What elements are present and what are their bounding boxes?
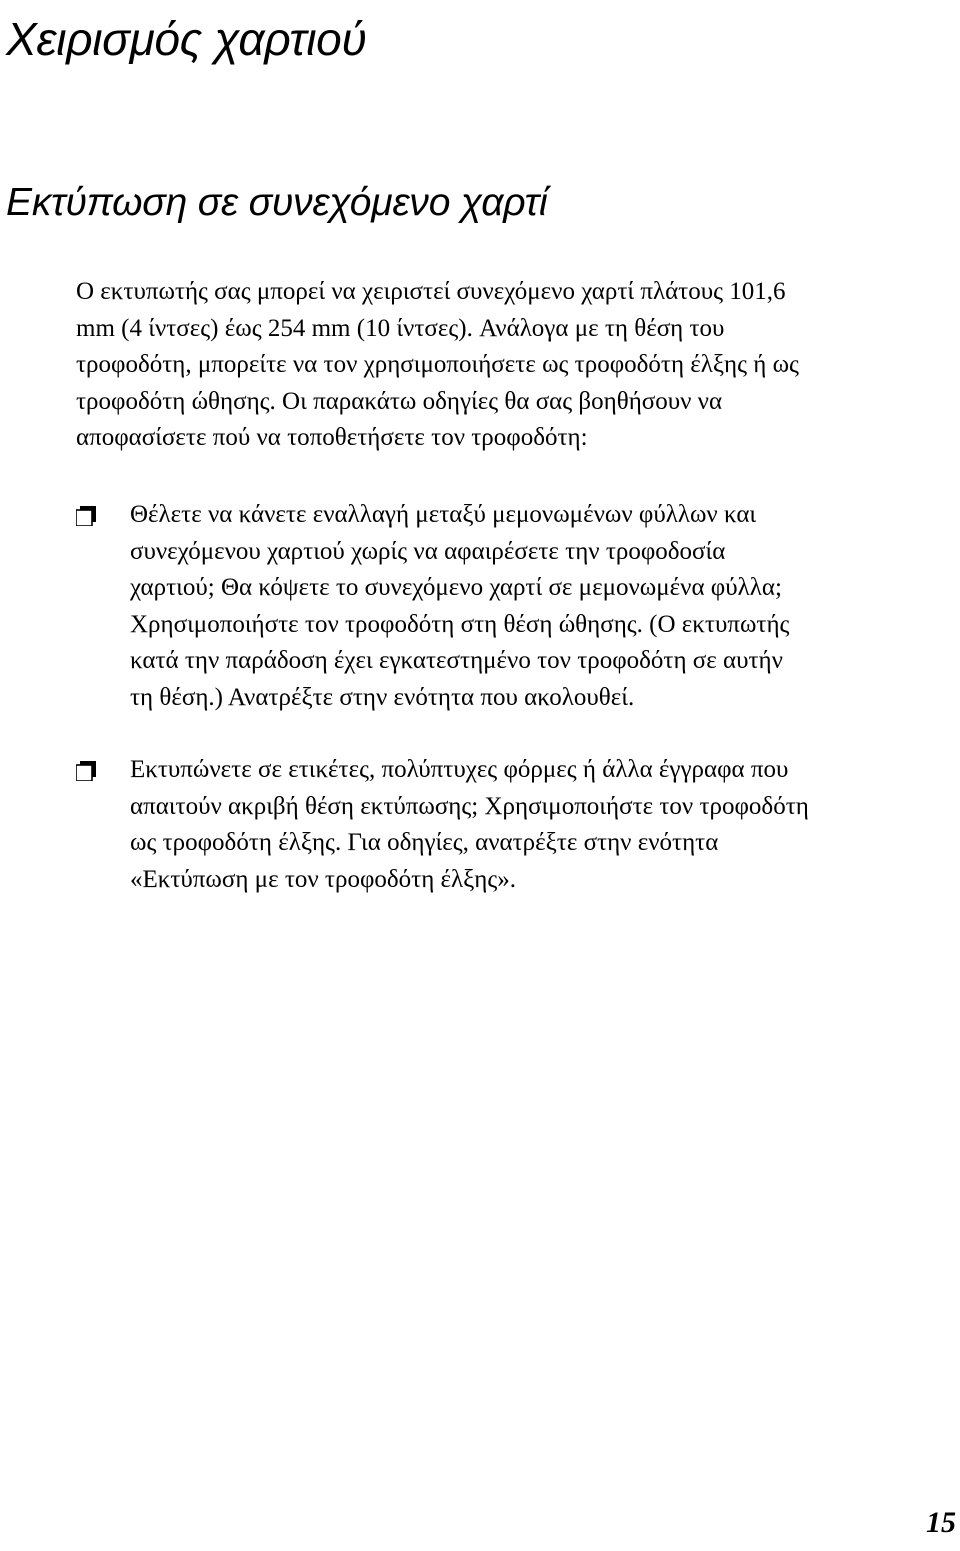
bullet-line: χαρτιού; Θα κόψετε το συνεχόμενο χαρτί σε μεμονωμένα φύλλα;: [130, 574, 782, 601]
bullet-line: συνεχόμενου χαρτιού χωρίς να αφαιρέσετε την τροφοδοσία: [130, 537, 726, 565]
bullet-line: ως τροφοδότη έλξης. Για οδηγίες, ανατρέξτε στην ενότητα: [130, 829, 719, 856]
intro-line: αποφασίσετε πού να τοποθετήσετε τον τροφοδότη:: [76, 424, 588, 451]
section-title: Εκτύπωση σε συνεχόμενο χαρτί: [6, 181, 548, 224]
checkbox-icon: [76, 506, 96, 526]
bullet-item-pull-tractor: [76, 752, 956, 898]
checkbox-icon: [76, 761, 96, 781]
bullet-line: κατά την παράδοση έχει εγκατεστημένο τον τροφοδότη σε αυτήν: [130, 647, 783, 674]
intro-paragraph: [76, 274, 956, 457]
intro-line: τροφοδότη ώθησης. Οι παρακάτω οδηγίες θα σας βοηθήσουν να: [76, 387, 723, 415]
bullet-line: απαιτούν ακριβή θέση εκτύπωσης; Χρησιμοποιήστε τον τροφοδότη: [130, 792, 809, 820]
chapter-title: Χειρισμός χαρτιού: [6, 13, 367, 65]
bullet-line: τη θέση.) Ανατρέξτε στην ενότητα που ακολουθεί.: [130, 683, 635, 711]
bullet-line: «Εκτύπωση με τον τροφοδότη έλξης».: [130, 865, 517, 893]
page-number: 15: [926, 1506, 956, 1539]
intro-line: mm (4 ίντσες) έως 254 mm (10 ίντσες). Ανάλογα με τη θέση του: [76, 314, 725, 342]
bullet-line: Χρησιμοποιήστε τον τροφοδότη στη θέση ώθησης. (Ο εκτυπωτής: [130, 610, 790, 638]
intro-line: Ο εκτυπωτής σας μπορεί να χειριστεί συνεχόμενο χαρτί πλάτους 101,6: [76, 278, 786, 305]
bullet-line: Εκτυπώνετε σε ετικέτες, πολύπτυχες φόρμες ή άλλα έγγραφα που: [130, 756, 789, 783]
intro-line: τροφοδότη, μπορείτε να τον χρησιμοποιήσετε ως τροφοδότη έλξης ή ως: [76, 351, 799, 378]
bullet-line: Θέλετε να κάνετε εναλλαγή μεταξύ μεμονωμένων φύλλων και: [130, 501, 757, 528]
bullet-list: [76, 497, 956, 898]
bullet-item-push-tractor: [76, 497, 956, 716]
